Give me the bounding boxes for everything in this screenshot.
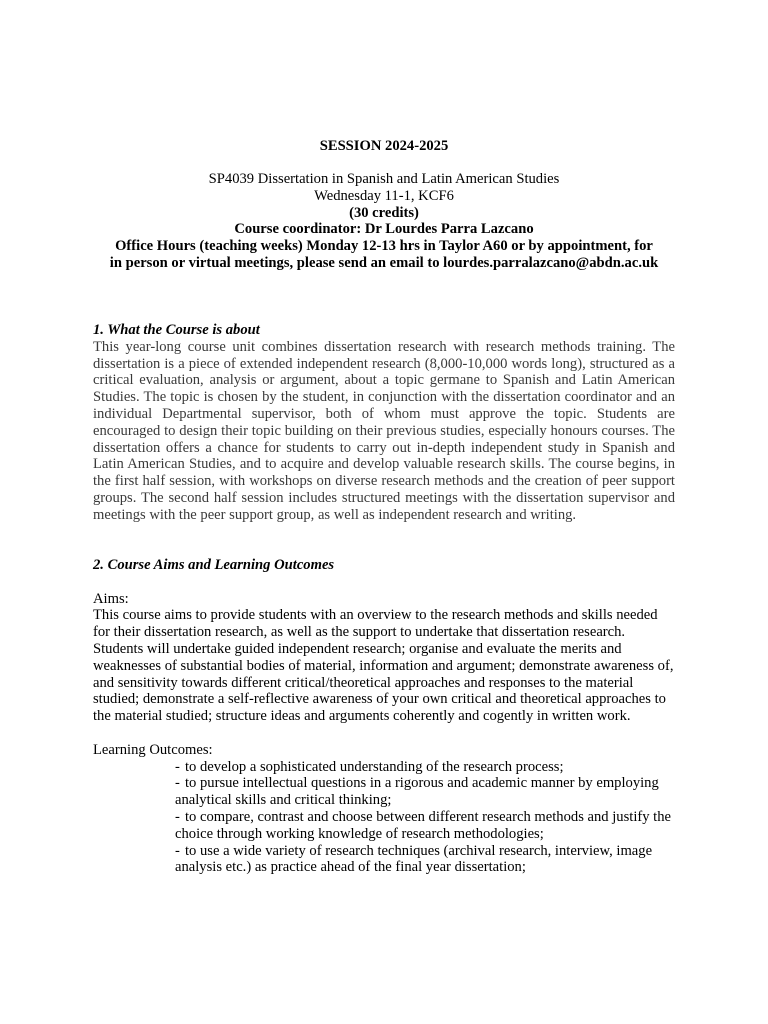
- section-aims-heading: 2. Course Aims and Learning Outcomes: [93, 557, 335, 573]
- section-about-heading: 1. What the Course is about: [93, 322, 260, 338]
- course-coordinator: Course coordinator: Dr Lourdes Parra Lazcano: [234, 221, 534, 238]
- outcomes-label: Learning Outcomes:: [93, 741, 213, 758]
- list-item-text: to pursue intellectual questions in a rigorous and academic manner by employing analytical skills and critical thinking;: [175, 775, 659, 809]
- list-item: [175, 759, 675, 776]
- aims-label: Aims:: [93, 590, 129, 607]
- list-item: [175, 843, 675, 877]
- section-about: [93, 322, 675, 524]
- section-about-body: This year-long course unit combines dissertation research with research methods training. The dissertation is a piece of extended independent research (8,000-10,000 words long), structured as a critical evaluation, analysis or argument, about a topic germane to Spanish and Latin American Studies. The topic is chosen by the student, in conjunction with the dissertation coordinator and an individual Departmental supervisor, both of whom must approve the topic. Students are encouraged to design their topic building on their previous studies, especially honours courses. The dissertation offers a chance for students to carry out in-depth independent study in Spanish and Latin American Studies, and to acquire and develop valuable research skills. The course begins, in the first half session, with workshops on diverse research methods and the creation of peer support groups. The second half session includes structured meetings with the dissertation supervisor and meetings with the peer support group, as well as independent research and writing.: [93, 338, 675, 523]
- course-header: [85, 171, 683, 272]
- list-item: [175, 809, 675, 843]
- office-hours-line-1: Office Hours (teaching weeks) Monday 12-13 hrs in Taylor A60 or by appointment, for: [115, 238, 653, 255]
- list-item-text: to use a wide variety of research techniques (archival research, interview, image analysis etc.) as practice ahead of the final year dissertation;: [175, 842, 653, 876]
- list-dash: -: [175, 775, 180, 792]
- list-item-text: to compare, contrast and choose between different research methods and justify the choice through working knowledge of research methodologies;: [175, 808, 672, 842]
- list-dash: -: [175, 842, 180, 859]
- outcomes-list: [93, 759, 675, 877]
- course-title: SP4039 Dissertation in Spanish and Latin American Studies: [208, 171, 560, 187]
- spacer: [93, 574, 675, 591]
- section-aims: [93, 557, 675, 876]
- list-item: [175, 775, 675, 809]
- course-credits: (30 credits): [349, 204, 419, 221]
- document-page: [93, 0, 675, 1024]
- list-dash: -: [175, 758, 180, 775]
- list-item-text: to develop a sophisticated understanding of the research process;: [185, 758, 564, 775]
- course-schedule: Wednesday 11-1, KCF6: [314, 187, 454, 204]
- aims-paragraph-2: Students will undertake guided independent research; organise and evaluate the merits and weaknesses of substantial bodies of material, information and argument; demonstrate awareness of, and sensitivity towards different critical/theoretical approaches and responses to the material studied; demonstrate a self-reflective awareness of your own critical and theoretical approaches to the material studied; structure ideas and arguments coherently and cogently in written work.: [93, 640, 674, 725]
- list-dash: -: [175, 808, 180, 825]
- office-hours-line-2: in person or virtual meetings, please send an email to lourdes.parralazcano@abdn.ac.uk: [109, 254, 659, 271]
- aims-paragraph-1: This course aims to provide students with an overview to the research methods and skills needed for their dissertation research, as well as the support to undertake that dissertation research.: [93, 607, 658, 641]
- spacer: [93, 725, 675, 742]
- session-title: SESSION 2024-2025: [319, 138, 449, 154]
